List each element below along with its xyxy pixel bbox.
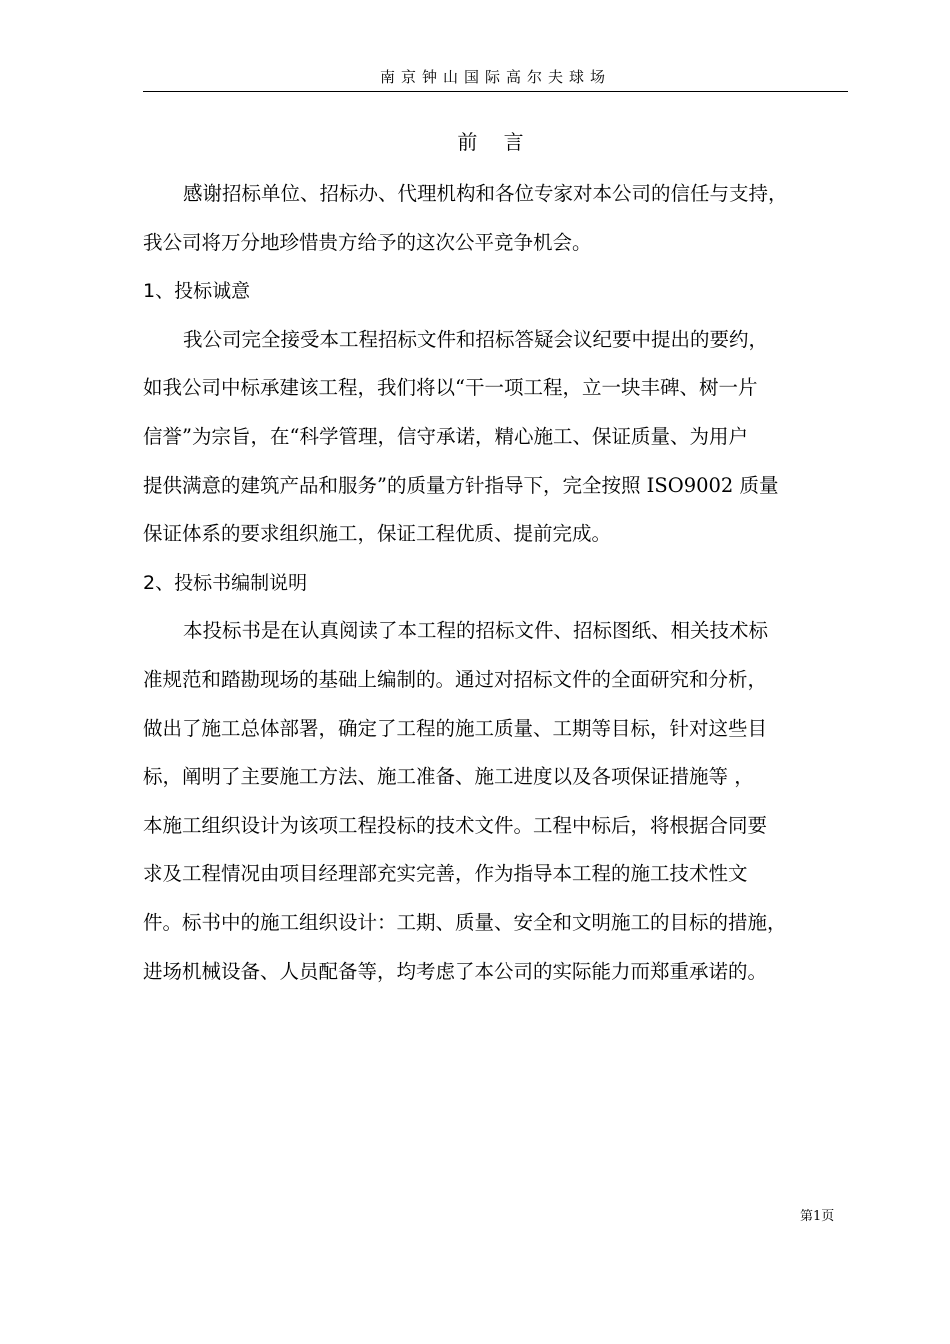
document-title: 前 言 [457, 130, 534, 154]
section-heading-1: 1、投标诚意 [143, 280, 251, 303]
page-number: 第1页 [800, 1209, 835, 1224]
paragraph-line: 信誉”为宗旨，在“科学管理，信守承诺，精心施工、保证质量、为用户 [143, 424, 748, 448]
paragraph-line: 进场机械设备、人员配备等，均考虑了本公司的实际能力而郑重承诺的。 [143, 959, 768, 983]
paragraph-line: 如我公司中标承建该工程，我们将以“干一项工程，立一块丰碑、树一片 [143, 376, 758, 400]
paragraph-line: 求及工程情况由项目经理部充实完善，作为指导本工程的施工技术性文 [143, 862, 748, 886]
paragraph-line: 本施工组织设计为该项工程投标的技术文件。工程中标后，将根据合同要 [143, 813, 768, 837]
header-rule [143, 91, 848, 92]
paragraph-line: 做出了施工总体部署，确定了工程的施工质量、工期等目标，针对这些目 [143, 716, 768, 740]
paragraph-line: 我公司将万分地珍惜贵方给予的这次公平竞争机会。 [143, 230, 592, 254]
page-header: 南京钟山国际高尔夫球场 [379, 68, 611, 86]
paragraph-line: 本投标书是在认真阅读了本工程的招标文件、招标图纸、相关技术标 [183, 619, 769, 643]
document-body [143, 170, 855, 996]
paragraph-line: 提供满意的建筑产品和服务”的质量方针指导下，完全按照 ISO9002 质量 [143, 473, 779, 497]
paragraph-line: 准规范和踏勘现场的基础上编制的。通过对招标文件的全面研究和分析， [143, 667, 768, 691]
paragraph-line: 件。标书中的施工组织设计：工期、质量、安全和文明施工的目标的措施， [143, 910, 787, 934]
paragraph-line: 标，阐明了主要施工方法、施工准备、施工进度以及各项保证措施等 ， [143, 765, 754, 789]
section-heading-2: 2、投标书编制说明 [143, 571, 308, 594]
paragraph-line: 感谢招标单位、招标办、代理机构和各位专家对本公司的信任与支持， [183, 182, 788, 205]
paragraph-line: 我公司完全接受本工程招标文件和招标答疑会议纪要中提出的要约， [183, 327, 769, 351]
paragraph-line: 保证体系的要求组织施工，保证工程优质、提前完成。 [143, 522, 612, 546]
